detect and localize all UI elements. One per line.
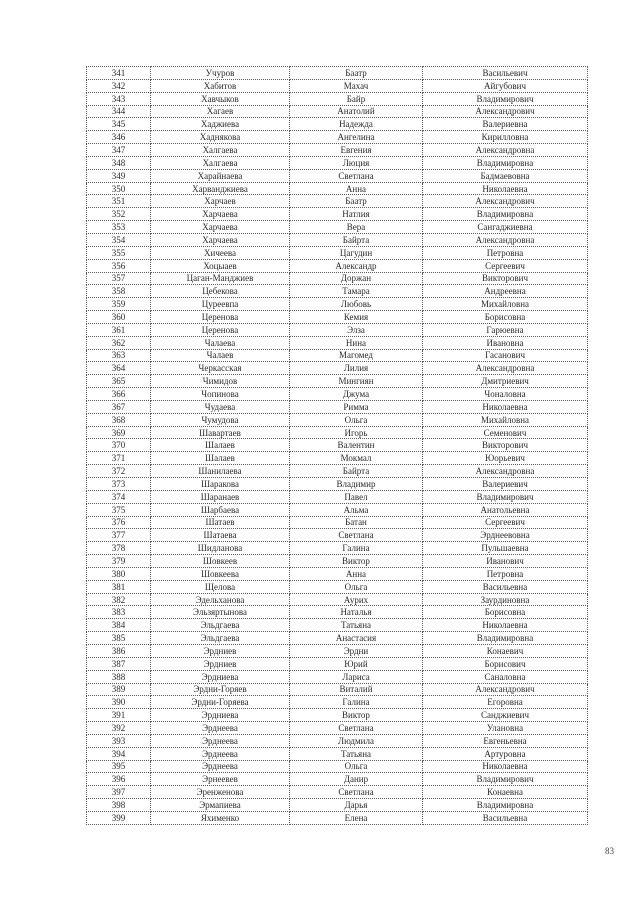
row-number-cell: 370 bbox=[87, 439, 151, 452]
first-name-cell: Александр bbox=[290, 259, 423, 272]
table-row bbox=[87, 722, 588, 735]
surname-cell: Шидланова bbox=[151, 542, 290, 555]
patronymic-cell: Владимирович bbox=[423, 490, 588, 503]
table-row bbox=[87, 683, 588, 696]
patronymic-cell: Васильевна bbox=[423, 811, 588, 824]
surname-cell: Харчаева bbox=[151, 208, 290, 221]
row-number-cell: 352 bbox=[87, 208, 151, 221]
patronymic-cell: Евгеньевна bbox=[423, 734, 588, 747]
table-row bbox=[87, 619, 588, 632]
table-row bbox=[87, 131, 588, 144]
first-name-cell: Лариса bbox=[290, 670, 423, 683]
row-number-cell: 376 bbox=[87, 516, 151, 529]
first-name-cell: Виталий bbox=[290, 683, 423, 696]
first-name-cell: Светлана bbox=[290, 529, 423, 542]
row-number-cell: 373 bbox=[87, 478, 151, 491]
surname-cell: Шаранаев bbox=[151, 490, 290, 503]
surname-cell: Щелова bbox=[151, 580, 290, 593]
first-name-cell: Елена bbox=[290, 811, 423, 824]
row-number-cell: 389 bbox=[87, 683, 151, 696]
patronymic-cell: Николаевна bbox=[423, 182, 588, 195]
surname-cell: Харчаева bbox=[151, 233, 290, 246]
table-row bbox=[87, 747, 588, 760]
row-number-cell: 361 bbox=[87, 323, 151, 336]
first-name-cell: Виктор bbox=[290, 709, 423, 722]
first-name-cell: Надежда bbox=[290, 118, 423, 131]
row-number-cell: 392 bbox=[87, 722, 151, 735]
surname-cell: Халгаева bbox=[151, 156, 290, 169]
table-row bbox=[87, 465, 588, 478]
first-name-cell: Альма bbox=[290, 503, 423, 516]
first-name-cell: Анастасия bbox=[290, 632, 423, 645]
patronymic-cell: Борисовна bbox=[423, 311, 588, 324]
surname-cell: Чалаев bbox=[151, 349, 290, 362]
table-row bbox=[87, 542, 588, 555]
table-row bbox=[87, 799, 588, 812]
table-row bbox=[87, 311, 588, 324]
table-row bbox=[87, 529, 588, 542]
surname-cell: Цуреевпа bbox=[151, 298, 290, 311]
first-name-cell: Ольга bbox=[290, 413, 423, 426]
patronymic-cell: Заурдиновна bbox=[423, 593, 588, 606]
patronymic-cell: Иванович bbox=[423, 555, 588, 568]
table-row bbox=[87, 478, 588, 491]
row-number-cell: 367 bbox=[87, 400, 151, 413]
patronymic-cell: Артуровна bbox=[423, 747, 588, 760]
table-row bbox=[87, 760, 588, 773]
row-number-cell: 346 bbox=[87, 131, 151, 144]
row-number-cell: 374 bbox=[87, 490, 151, 503]
row-number-cell: 369 bbox=[87, 426, 151, 439]
surname-cell: Эрдни-Горяев bbox=[151, 683, 290, 696]
surname-cell: Чопинова bbox=[151, 388, 290, 401]
surname-cell: Шатаев bbox=[151, 516, 290, 529]
surname-cell: Учуров bbox=[151, 67, 290, 80]
patronymic-cell: Владимировна bbox=[423, 208, 588, 221]
row-number-cell: 397 bbox=[87, 786, 151, 799]
first-name-cell: Магомед bbox=[290, 349, 423, 362]
first-name-cell: Галина bbox=[290, 696, 423, 709]
first-name-cell: Тамара bbox=[290, 285, 423, 298]
first-name-cell: Батан bbox=[290, 516, 423, 529]
patronymic-cell: Улановна bbox=[423, 722, 588, 735]
table-row bbox=[87, 439, 588, 452]
row-number-cell: 382 bbox=[87, 593, 151, 606]
patronymic-cell: Владимирович bbox=[423, 773, 588, 786]
table-row bbox=[87, 490, 588, 503]
surname-cell: Эрдниева bbox=[151, 670, 290, 683]
row-number-cell: 345 bbox=[87, 118, 151, 131]
surname-cell: Эрдни-Горяева bbox=[151, 696, 290, 709]
patronymic-cell: Конаевна bbox=[423, 786, 588, 799]
first-name-cell: Павел bbox=[290, 490, 423, 503]
row-number-cell: 342 bbox=[87, 79, 151, 92]
patronymic-cell: Владимирович bbox=[423, 92, 588, 105]
table-row bbox=[87, 259, 588, 272]
first-name-cell: Вера bbox=[290, 221, 423, 234]
row-number-cell: 363 bbox=[87, 349, 151, 362]
surname-cell: Чалаева bbox=[151, 336, 290, 349]
patronymic-cell: Александрович bbox=[423, 105, 588, 118]
first-name-cell: Ольга bbox=[290, 760, 423, 773]
table-row bbox=[87, 144, 588, 157]
row-number-cell: 377 bbox=[87, 529, 151, 542]
patronymic-cell: Гасанович bbox=[423, 349, 588, 362]
surname-cell: Цаган-Манджиев bbox=[151, 272, 290, 285]
patronymic-cell: Егоровна bbox=[423, 696, 588, 709]
patronymic-cell: Санджиевич bbox=[423, 709, 588, 722]
row-number-cell: 371 bbox=[87, 452, 151, 465]
surname-cell: Эренженова bbox=[151, 786, 290, 799]
row-number-cell: 366 bbox=[87, 388, 151, 401]
table-row bbox=[87, 811, 588, 824]
patronymic-cell: Сергеевич bbox=[423, 259, 588, 272]
first-name-cell: Байрта bbox=[290, 233, 423, 246]
row-number-cell: 387 bbox=[87, 657, 151, 670]
table-row bbox=[87, 426, 588, 439]
row-number-cell: 362 bbox=[87, 336, 151, 349]
surname-cell: Хичеева bbox=[151, 246, 290, 259]
patronymic-cell: Конаевич bbox=[423, 644, 588, 657]
patronymic-cell: Валериевна bbox=[423, 118, 588, 131]
table-row bbox=[87, 709, 588, 722]
row-number-cell: 344 bbox=[87, 105, 151, 118]
surname-cell: Церенова bbox=[151, 323, 290, 336]
table-row bbox=[87, 555, 588, 568]
first-name-cell: Владимир bbox=[290, 478, 423, 491]
table-row bbox=[87, 285, 588, 298]
row-number-cell: 347 bbox=[87, 144, 151, 157]
table-row bbox=[87, 323, 588, 336]
patronymic-cell: Эрднеевовна bbox=[423, 529, 588, 542]
row-number-cell: 349 bbox=[87, 169, 151, 182]
surname-cell: Эрдниева bbox=[151, 709, 290, 722]
surname-cell: Харчаева bbox=[151, 221, 290, 234]
table-row bbox=[87, 349, 588, 362]
patronymic-cell: Михайловна bbox=[423, 413, 588, 426]
patronymic-cell: Васильевич bbox=[423, 67, 588, 80]
table-row bbox=[87, 516, 588, 529]
table-row bbox=[87, 670, 588, 683]
first-name-cell: Валентин bbox=[290, 439, 423, 452]
table-row bbox=[87, 336, 588, 349]
surname-cell: Яхименко bbox=[151, 811, 290, 824]
row-number-cell: 399 bbox=[87, 811, 151, 824]
first-name-cell: Лилия bbox=[290, 362, 423, 375]
table-row bbox=[87, 156, 588, 169]
table-row bbox=[87, 696, 588, 709]
first-name-cell: Любовь bbox=[290, 298, 423, 311]
patronymic-cell: Дмитриевич bbox=[423, 375, 588, 388]
surname-cell: Шавартаев bbox=[151, 426, 290, 439]
surname-cell: Харайнаева bbox=[151, 169, 290, 182]
row-number-cell: 356 bbox=[87, 259, 151, 272]
surname-cell: Эрнеевев bbox=[151, 773, 290, 786]
first-name-cell: Махач bbox=[290, 79, 423, 92]
table-row bbox=[87, 272, 588, 285]
row-number-cell: 368 bbox=[87, 413, 151, 426]
surname-cell: Хаднякова bbox=[151, 131, 290, 144]
patronymic-cell: Владимировна bbox=[423, 799, 588, 812]
first-name-cell: Кемия bbox=[290, 311, 423, 324]
first-name-cell: Джума bbox=[290, 388, 423, 401]
page-number: 83 bbox=[605, 846, 614, 856]
first-name-cell: Мингиян bbox=[290, 375, 423, 388]
row-number-cell: 341 bbox=[87, 67, 151, 80]
first-name-cell: Люция bbox=[290, 156, 423, 169]
surname-cell: Шовкеева bbox=[151, 567, 290, 580]
surname-cell: Эльдгаева bbox=[151, 632, 290, 645]
first-name-cell: Цагудин bbox=[290, 246, 423, 259]
row-number-cell: 365 bbox=[87, 375, 151, 388]
surname-cell: Хабитов bbox=[151, 79, 290, 92]
patronymic-cell: Ивановна bbox=[423, 336, 588, 349]
first-name-cell: Татьяна bbox=[290, 619, 423, 632]
table-row bbox=[87, 400, 588, 413]
row-number-cell: 381 bbox=[87, 580, 151, 593]
row-number-cell: 375 bbox=[87, 503, 151, 516]
patronymic-cell: Петровна bbox=[423, 246, 588, 259]
table-row bbox=[87, 452, 588, 465]
surname-cell: Хагаев bbox=[151, 105, 290, 118]
table-row bbox=[87, 79, 588, 92]
patronymic-cell: Викторович bbox=[423, 272, 588, 285]
surname-cell: Эрднеева bbox=[151, 747, 290, 760]
row-number-cell: 393 bbox=[87, 734, 151, 747]
row-number-cell: 351 bbox=[87, 195, 151, 208]
first-name-cell: Татьяна bbox=[290, 747, 423, 760]
patronymic-cell: Андреевна bbox=[423, 285, 588, 298]
row-number-cell: 358 bbox=[87, 285, 151, 298]
first-name-cell: Евгения bbox=[290, 144, 423, 157]
surname-cell: Хаджиева bbox=[151, 118, 290, 131]
table-row bbox=[87, 388, 588, 401]
patronymic-cell: Владимировна bbox=[423, 632, 588, 645]
first-name-cell: Дарья bbox=[290, 799, 423, 812]
row-number-cell: 357 bbox=[87, 272, 151, 285]
table-row bbox=[87, 362, 588, 375]
row-number-cell: 364 bbox=[87, 362, 151, 375]
table-row bbox=[87, 773, 588, 786]
patronymic-cell: Пульшаевна bbox=[423, 542, 588, 555]
row-number-cell: 388 bbox=[87, 670, 151, 683]
table-row bbox=[87, 644, 588, 657]
patronymic-cell: Гарюевна bbox=[423, 323, 588, 336]
first-name-cell: Юрий bbox=[290, 657, 423, 670]
row-number-cell: 353 bbox=[87, 221, 151, 234]
patronymic-cell: Айгубович bbox=[423, 79, 588, 92]
surname-cell: Шалаев bbox=[151, 452, 290, 465]
patronymic-cell: Александровна bbox=[423, 362, 588, 375]
name-list-table bbox=[86, 66, 588, 825]
surname-cell: Шалаев bbox=[151, 439, 290, 452]
table-row bbox=[87, 580, 588, 593]
patronymic-cell: Николаевна bbox=[423, 400, 588, 413]
patronymic-cell: Семенович bbox=[423, 426, 588, 439]
first-name-cell: Натлия bbox=[290, 208, 423, 221]
first-name-cell: Виктор bbox=[290, 555, 423, 568]
patronymic-cell: Сергеевич bbox=[423, 516, 588, 529]
table-row bbox=[87, 208, 588, 221]
table-row bbox=[87, 298, 588, 311]
first-name-cell: Галина bbox=[290, 542, 423, 555]
row-number-cell: 354 bbox=[87, 233, 151, 246]
first-name-cell: Ангелина bbox=[290, 131, 423, 144]
surname-cell: Халгаева bbox=[151, 144, 290, 157]
first-name-cell: Светлана bbox=[290, 722, 423, 735]
table-row bbox=[87, 105, 588, 118]
patronymic-cell: Борисовна bbox=[423, 606, 588, 619]
table-row bbox=[87, 734, 588, 747]
first-name-cell: Элза bbox=[290, 323, 423, 336]
surname-cell: Эрдниев bbox=[151, 657, 290, 670]
row-number-cell: 380 bbox=[87, 567, 151, 580]
row-number-cell: 359 bbox=[87, 298, 151, 311]
first-name-cell: Светлана bbox=[290, 786, 423, 799]
surname-cell: Черкасская bbox=[151, 362, 290, 375]
first-name-cell: Анна bbox=[290, 182, 423, 195]
row-number-cell: 343 bbox=[87, 92, 151, 105]
row-number-cell: 385 bbox=[87, 632, 151, 645]
surname-cell: Шарбаева bbox=[151, 503, 290, 516]
first-name-cell: Доржан bbox=[290, 272, 423, 285]
table-row bbox=[87, 92, 588, 105]
table-row bbox=[87, 221, 588, 234]
patronymic-cell: Сангаджиевна bbox=[423, 221, 588, 234]
first-name-cell: Наталья bbox=[290, 606, 423, 619]
table-row bbox=[87, 233, 588, 246]
patronymic-cell: Петровна bbox=[423, 567, 588, 580]
row-number-cell: 378 bbox=[87, 542, 151, 555]
surname-cell: Цебекова bbox=[151, 285, 290, 298]
patronymic-cell: Юорьевич bbox=[423, 452, 588, 465]
surname-cell: Эльдгаева bbox=[151, 619, 290, 632]
row-number-cell: 384 bbox=[87, 619, 151, 632]
table-row bbox=[87, 182, 588, 195]
surname-cell: Шанилаева bbox=[151, 465, 290, 478]
row-number-cell: 398 bbox=[87, 799, 151, 812]
surname-cell: Эдельханова bbox=[151, 593, 290, 606]
patronymic-cell: Михайловна bbox=[423, 298, 588, 311]
patronymic-cell: Валериевич bbox=[423, 478, 588, 491]
table-row bbox=[87, 169, 588, 182]
table-row bbox=[87, 413, 588, 426]
patronymic-cell: Васильевна bbox=[423, 580, 588, 593]
surname-cell: Эльзяртынова bbox=[151, 606, 290, 619]
first-name-cell: Байрта bbox=[290, 465, 423, 478]
first-name-cell: Баатр bbox=[290, 195, 423, 208]
row-number-cell: 394 bbox=[87, 747, 151, 760]
surname-cell: Харванджиева bbox=[151, 182, 290, 195]
table-row bbox=[87, 657, 588, 670]
table-row bbox=[87, 593, 588, 606]
surname-cell: Чудаева bbox=[151, 400, 290, 413]
row-number-cell: 348 bbox=[87, 156, 151, 169]
table-row bbox=[87, 246, 588, 259]
first-name-cell: Ольга bbox=[290, 580, 423, 593]
table-row bbox=[87, 503, 588, 516]
surname-cell: Эрднеева bbox=[151, 722, 290, 735]
row-number-cell: 350 bbox=[87, 182, 151, 195]
first-name-cell: Эрдни bbox=[290, 644, 423, 657]
row-number-cell: 383 bbox=[87, 606, 151, 619]
first-name-cell: Людмила bbox=[290, 734, 423, 747]
patronymic-cell: Владимировна bbox=[423, 156, 588, 169]
patronymic-cell: Саналовна bbox=[423, 670, 588, 683]
row-number-cell: 391 bbox=[87, 709, 151, 722]
surname-cell: Чимидов bbox=[151, 375, 290, 388]
patronymic-cell: Викторович bbox=[423, 439, 588, 452]
first-name-cell: Анна bbox=[290, 567, 423, 580]
surname-cell: Харчаев bbox=[151, 195, 290, 208]
first-name-cell: Светлана bbox=[290, 169, 423, 182]
row-number-cell: 372 bbox=[87, 465, 151, 478]
patronymic-cell: Кирилловна bbox=[423, 131, 588, 144]
patronymic-cell: Александровна bbox=[423, 144, 588, 157]
table-body bbox=[87, 67, 588, 825]
table-row bbox=[87, 67, 588, 80]
surname-cell: Эрдниев bbox=[151, 644, 290, 657]
surname-cell: Чумудова bbox=[151, 413, 290, 426]
table-row bbox=[87, 195, 588, 208]
row-number-cell: 390 bbox=[87, 696, 151, 709]
patronymic-cell: Александрович bbox=[423, 195, 588, 208]
patronymic-cell: Чоналовна bbox=[423, 388, 588, 401]
row-number-cell: 379 bbox=[87, 555, 151, 568]
first-name-cell: Данир bbox=[290, 773, 423, 786]
table-row bbox=[87, 375, 588, 388]
row-number-cell: 355 bbox=[87, 246, 151, 259]
first-name-cell: Римма bbox=[290, 400, 423, 413]
patronymic-cell: Борисович bbox=[423, 657, 588, 670]
table-row bbox=[87, 606, 588, 619]
surname-cell: Хоцыаев bbox=[151, 259, 290, 272]
surname-cell: Эрднеева bbox=[151, 734, 290, 747]
patronymic-cell: Александровна bbox=[423, 465, 588, 478]
row-number-cell: 396 bbox=[87, 773, 151, 786]
table-row bbox=[87, 786, 588, 799]
patronymic-cell: Николаевна bbox=[423, 619, 588, 632]
patronymic-cell: Анатольевна bbox=[423, 503, 588, 516]
surname-cell: Хавчыков bbox=[151, 92, 290, 105]
surname-cell: Шаракова bbox=[151, 478, 290, 491]
first-name-cell: Аурих bbox=[290, 593, 423, 606]
surname-cell: Эрднеева bbox=[151, 760, 290, 773]
first-name-cell: Байр bbox=[290, 92, 423, 105]
first-name-cell: Нина bbox=[290, 336, 423, 349]
patronymic-cell: Николаевна bbox=[423, 760, 588, 773]
patronymic-cell: Бадмаевовна bbox=[423, 169, 588, 182]
surname-cell: Шатаева bbox=[151, 529, 290, 542]
table-row bbox=[87, 632, 588, 645]
first-name-cell: Анатолий bbox=[290, 105, 423, 118]
patronymic-cell: Александрович bbox=[423, 683, 588, 696]
patronymic-cell: Александровна bbox=[423, 233, 588, 246]
table-row bbox=[87, 567, 588, 580]
row-number-cell: 386 bbox=[87, 644, 151, 657]
first-name-cell: Игорь bbox=[290, 426, 423, 439]
row-number-cell: 395 bbox=[87, 760, 151, 773]
first-name-cell: Мокмал bbox=[290, 452, 423, 465]
table-row bbox=[87, 118, 588, 131]
surname-cell: Эрмапиева bbox=[151, 799, 290, 812]
first-name-cell: Баатр bbox=[290, 67, 423, 80]
surname-cell: Церенова bbox=[151, 311, 290, 324]
row-number-cell: 360 bbox=[87, 311, 151, 324]
surname-cell: Шовкеев bbox=[151, 555, 290, 568]
